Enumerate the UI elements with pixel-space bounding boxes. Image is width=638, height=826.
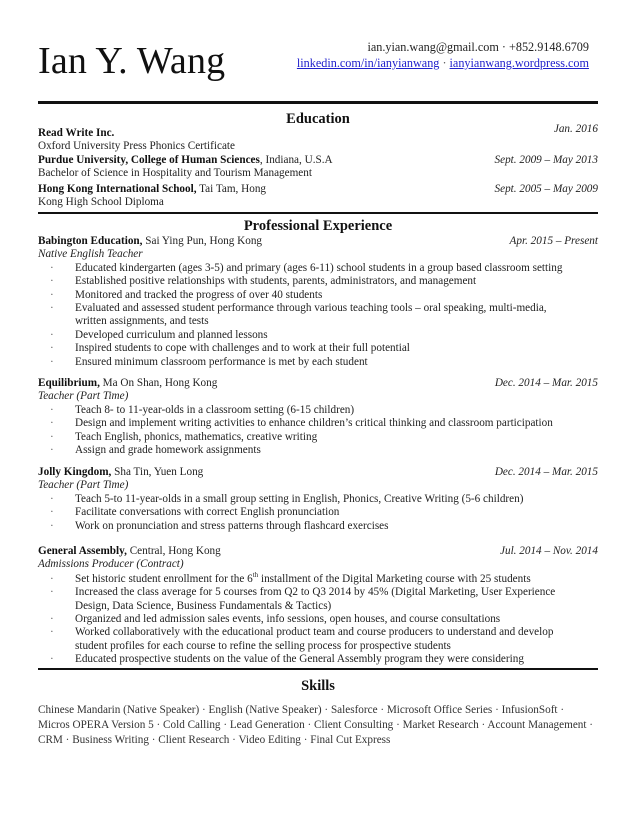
bullet-icon: · bbox=[50, 261, 54, 274]
school-name: Read Write Inc. bbox=[38, 127, 115, 139]
bullet-icon: · bbox=[50, 572, 54, 585]
education-entry-header bbox=[38, 123, 598, 140]
skills-heading: Skills bbox=[301, 678, 335, 694]
bullet-text: Teach English, phonics, mathematics, creative writing bbox=[75, 430, 318, 443]
job-header bbox=[38, 545, 598, 558]
bullet-text: Increased the class average for 5 courses from Q2 to Q3 2014 by 45% (Digital Marketing, User Experience Design, Data Science, Business Fundamentals & Tactics) bbox=[75, 586, 556, 612]
bullet-text: Teach 5-to 11-year-olds in a small group setting in English, Phonics, Creative Writing (5-6 children) bbox=[75, 492, 524, 505]
bullet-item bbox=[38, 404, 598, 417]
ordinal-suffix: th bbox=[252, 570, 259, 579]
bullet-text: Educated kindergarten (ages 3-5) and primary (ages 6-11) school students in a group based classroom setting bbox=[75, 261, 563, 274]
bullet-icon: · bbox=[50, 288, 54, 301]
bullet-icon: · bbox=[50, 626, 54, 639]
job-role: Teacher (Part Time) bbox=[38, 390, 129, 403]
job-role: Admissions Producer (Contract) bbox=[38, 558, 184, 571]
bullet-text bbox=[75, 570, 531, 585]
bullet-icon: · bbox=[50, 586, 54, 599]
school-location: , Indiana, U.S.A bbox=[259, 153, 333, 166]
bullet-text-part: Set historic student enrollment for the 6 bbox=[75, 572, 253, 585]
bullet-icon: · bbox=[50, 417, 54, 430]
bullet-item bbox=[38, 356, 598, 369]
separator: · bbox=[498, 40, 509, 54]
linkedin-link[interactable]: linkedin.com/in/ianyianwang bbox=[296, 56, 440, 70]
job-header bbox=[38, 466, 598, 479]
job-date: Apr. 2015 – Present bbox=[509, 235, 598, 247]
job-role: Teacher (Part Time) bbox=[38, 479, 129, 492]
bullet-item bbox=[38, 275, 598, 288]
contact-line-2 bbox=[297, 55, 589, 71]
bullet-icon: · bbox=[50, 328, 54, 341]
bullet-icon: · bbox=[50, 302, 54, 314]
bullet-item bbox=[38, 444, 598, 457]
bullet-item bbox=[38, 431, 598, 444]
education-detail: Bachelor of Science in Hospitality and Tourism Management bbox=[38, 167, 312, 180]
bullet-text: Worked collaboratively with the educational product team and course producers to understand and develop student profiles for each course to refine the selling process for prospective students bbox=[75, 626, 554, 652]
bullet-item bbox=[38, 586, 598, 613]
candidate-name: Ian Y. Wang bbox=[38, 40, 226, 82]
education-detail: Kong High School Diploma bbox=[38, 195, 164, 208]
job-entry bbox=[38, 235, 598, 369]
skills-list: Chinese Mandarin (Native Speaker) · English (Native Speaker) · Salesforce · Microsoft Office Series · InfusionSoft · Micros OPERA Version 5 · Cold Calling · Lead Generation · Client Consulting · Market Research · Account Management · CRM · Business Writing · Client Research · Video Editing · Final Cut Express bbox=[38, 704, 594, 746]
bullet-text: Ensured minimum classroom performance is met by each student bbox=[75, 355, 368, 368]
job-header bbox=[38, 235, 598, 248]
bullet-icon: · bbox=[50, 506, 54, 519]
education-date: Jan. 2016 bbox=[553, 123, 598, 135]
education-list bbox=[38, 123, 598, 209]
phone-text: +852.9148.6709 bbox=[509, 40, 589, 54]
separator: · bbox=[439, 56, 450, 70]
bullet-item bbox=[38, 342, 598, 355]
bullet-text: Assign and grade homework assignments bbox=[75, 444, 261, 456]
bullet-text: Work on pronunciation and stress patterns through flashcard exercises bbox=[75, 519, 389, 532]
school-location: Tai Tam, Hong bbox=[196, 182, 267, 195]
education-date: Sept. 2005 – May 2009 bbox=[494, 182, 598, 195]
contact-line-1 bbox=[297, 39, 589, 55]
section-divider bbox=[38, 212, 598, 214]
school-name: Hong Kong International School, bbox=[38, 182, 197, 195]
job-entry bbox=[38, 545, 598, 667]
bullet-icon: · bbox=[50, 430, 54, 443]
job-bullets bbox=[38, 570, 598, 667]
contact-info bbox=[297, 39, 589, 71]
employer-name: Equilibrium, bbox=[38, 377, 100, 389]
employer-name: Babington Education, bbox=[38, 235, 143, 247]
website-link[interactable]: ianyianwang.wordpress.com bbox=[449, 56, 589, 70]
bullet-icon: · bbox=[50, 653, 54, 666]
bullet-icon: · bbox=[50, 519, 54, 532]
bullet-text: Evaluated and assessed student performance through various teaching tools – oral speaking, multi-media, written assignments, and tests bbox=[75, 302, 547, 328]
job-role: Native English Teacher bbox=[38, 248, 143, 261]
job-bullets bbox=[38, 404, 598, 458]
education-entry-header bbox=[38, 154, 598, 167]
bullet-icon: · bbox=[50, 275, 54, 288]
bullet-item bbox=[38, 613, 598, 626]
bullet-item bbox=[38, 289, 598, 302]
job-entry bbox=[38, 466, 598, 533]
job-date: Dec. 2014 – Mar. 2015 bbox=[494, 466, 598, 478]
section-divider bbox=[38, 668, 598, 670]
education-entry-header bbox=[38, 183, 598, 196]
bullet-text: Established positive relationships with students, parents, administrators, and management bbox=[75, 275, 477, 288]
bullet-item bbox=[38, 570, 598, 586]
bullet-icon: · bbox=[50, 444, 54, 456]
education-date: Sept. 2009 – May 2013 bbox=[494, 153, 598, 166]
bullet-text: Organized and led admission sales events, info sessions, open houses, and course consultations bbox=[75, 613, 501, 625]
job-bullets bbox=[38, 262, 598, 369]
bullet-item bbox=[38, 417, 598, 430]
bullet-text: Inspired students to cope with challenges and to work at their full potential bbox=[75, 342, 410, 355]
job-location: Ma On Shan, Hong Kong bbox=[99, 377, 218, 389]
education-heading: Education bbox=[286, 111, 350, 127]
bullet-item bbox=[38, 329, 598, 342]
job-header bbox=[38, 377, 598, 390]
experience-heading: Professional Experience bbox=[243, 218, 393, 234]
bullet-text: Facilitate conversations with correct English pronunciation bbox=[75, 506, 340, 519]
bullet-item bbox=[38, 302, 598, 329]
bullet-item bbox=[38, 520, 598, 533]
bullet-text: Developed curriculum and planned lessons bbox=[75, 328, 268, 341]
bullet-text: Monitored and tracked the progress of over 40 students bbox=[75, 288, 323, 301]
job-bullets bbox=[38, 493, 598, 533]
bullet-text-part: installment of the Digital Marketing course with 25 students bbox=[258, 572, 531, 585]
bullet-item bbox=[38, 626, 598, 653]
job-location: Central, Hong Kong bbox=[126, 545, 221, 557]
bullet-text: Teach 8- to 11-year-olds in a classroom setting (6-15 children) bbox=[75, 403, 355, 416]
job-location: Sha Tin, Yuen Long bbox=[111, 466, 204, 478]
bullet-text: Design and implement writing activities to enhance children’s critical thinking and classroom participation bbox=[75, 417, 553, 430]
job-date: Jul. 2014 – Nov. 2014 bbox=[500, 545, 598, 557]
school-name: Purdue University, College of Human Sciences bbox=[38, 153, 260, 166]
bullet-icon: · bbox=[50, 613, 54, 625]
email-text: ian.yian.wang@gmail.com bbox=[367, 40, 499, 54]
bullet-item bbox=[38, 506, 598, 519]
bullet-icon: · bbox=[50, 403, 54, 416]
header-divider bbox=[38, 101, 598, 104]
employer-name: Jolly Kingdom, bbox=[38, 466, 112, 478]
job-date: Dec. 2014 – Mar. 2015 bbox=[494, 377, 598, 389]
employer-name: General Assembly, bbox=[38, 545, 127, 557]
bullet-icon: · bbox=[50, 492, 54, 505]
bullet-icon: · bbox=[50, 355, 54, 368]
bullet-icon: · bbox=[50, 342, 54, 355]
bullet-item bbox=[38, 493, 598, 506]
bullet-text: Educated prospective students on the value of the General Assembly program they were considering bbox=[75, 653, 524, 666]
job-location: Sai Ying Pun, Hong Kong bbox=[142, 235, 263, 247]
job-entry bbox=[38, 377, 598, 457]
bullet-item bbox=[38, 653, 598, 666]
bullet-item bbox=[38, 262, 598, 275]
education-detail: Oxford University Press Phonics Certificate bbox=[38, 140, 235, 153]
